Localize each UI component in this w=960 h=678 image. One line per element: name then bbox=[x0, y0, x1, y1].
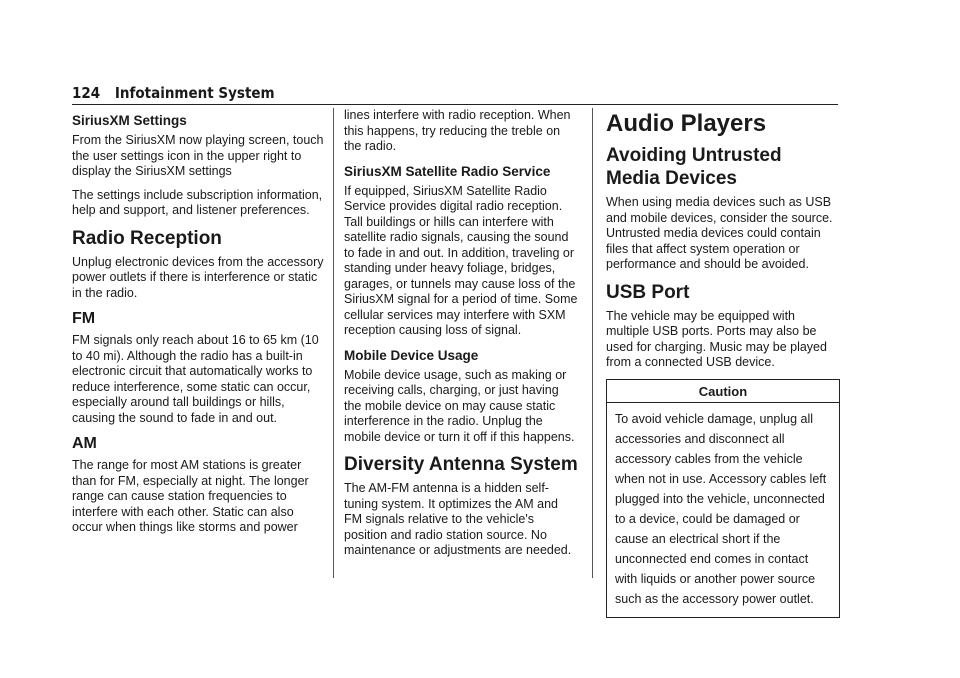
heading-siriusxm-settings: SiriusXM Settings bbox=[72, 113, 187, 128]
page-number: 124 bbox=[72, 84, 101, 102]
paragraph: lines interfere with radio reception. When this happens, try reducing the treble on the radio. bbox=[344, 108, 571, 153]
paragraph: When using media devices such as USB and mobile devices, consider the source. Untrusted media devices could contain files that affect system operation or performance and should be avoided. bbox=[606, 195, 833, 271]
paragraph: The AM-FM antenna is a hidden self-tuning system. It optimizes the AM and FM signals relative to the vehicle's position and radio station source. No maintenance or adjustments are needed. bbox=[344, 481, 572, 557]
paragraph: FM signals only reach about 16 to 65 km (10 to 40 mi). Although the radio has a built-in electronic circuit that automatically works to reduce interference, some static can occur, especially around tall buildings or hills, causing the sound to fade in and out. bbox=[72, 333, 319, 425]
caution-body: To avoid vehicle damage, unplug all accessories and disconnect all accessory cables from the vehicle when not in use. Accessory cables left plugged into the vehicle, unconnected to a device, could be damaged or cause an electrical short if the unconnected end comes in contact with liquids or another power source such as the accessory power outlet. bbox=[615, 411, 827, 606]
heading-diversity-antenna: Diversity Antenna System bbox=[344, 454, 578, 475]
column-2 bbox=[344, 108, 578, 567]
paragraph: The vehicle may be equipped with multiple USB ports. Ports may also be used for charging. Music may be played from a connected USB device. bbox=[606, 308, 827, 369]
paragraph: From the SiriusXM now playing screen, touch the user settings icon in the upper right to display the SiriusXM settings bbox=[72, 133, 324, 178]
column-1 bbox=[72, 112, 324, 544]
page-header bbox=[72, 84, 838, 105]
section-title: Infotainment System bbox=[114, 84, 275, 102]
heading-usb-port: USB Port bbox=[606, 281, 690, 303]
heading-satellite-radio: SiriusXM Satellite Radio Service bbox=[344, 163, 551, 179]
caution-box bbox=[606, 379, 840, 618]
paragraph: Mobile device usage, such as making or receiving calls, charging, or just having the mobile device on may cause static interference in the radio. Unplug the mobile device or turn it off if this happens. bbox=[344, 367, 575, 444]
paragraph: The range for most AM stations is greater than for FM, especially at night. The longer range can cause station frequencies to interfere with each other. Static can also occur when things like storms and power bbox=[72, 458, 309, 534]
heading-radio-reception: Radio Reception bbox=[72, 227, 222, 249]
heading-audio-players: Audio Players bbox=[606, 110, 767, 137]
heading-mobile-device-usage: Mobile Device Usage bbox=[344, 347, 479, 363]
heading-am: AM bbox=[72, 435, 97, 452]
heading-untrusted-media: Avoiding Untrusted Media Devices bbox=[606, 145, 782, 189]
paragraph: Unplug electronic devices from the accessory power outlets if there is interference or static in the radio. bbox=[72, 254, 324, 300]
column-divider-right bbox=[592, 108, 593, 578]
paragraph: The settings include subscription information, help and support, and listener preferences. bbox=[72, 187, 323, 217]
heading-fm: FM bbox=[72, 310, 96, 327]
column-3 bbox=[606, 110, 840, 618]
column-divider-left-long bbox=[333, 108, 334, 578]
paragraph: If equipped, SiriusXM Satellite Radio Service provides digital radio reception. Tall buildings or hills can interfere with satellite radio signals, causing the sound to fade in and out. In addition, traveling or standing under heavy foliage, bridges, garages, or tunnels may cause loss of the SiriusXM signal for a period of time. Some cellular services may interfere with SXM reception causing loss of signal. bbox=[344, 183, 578, 337]
caution-title: Caution bbox=[607, 380, 839, 403]
